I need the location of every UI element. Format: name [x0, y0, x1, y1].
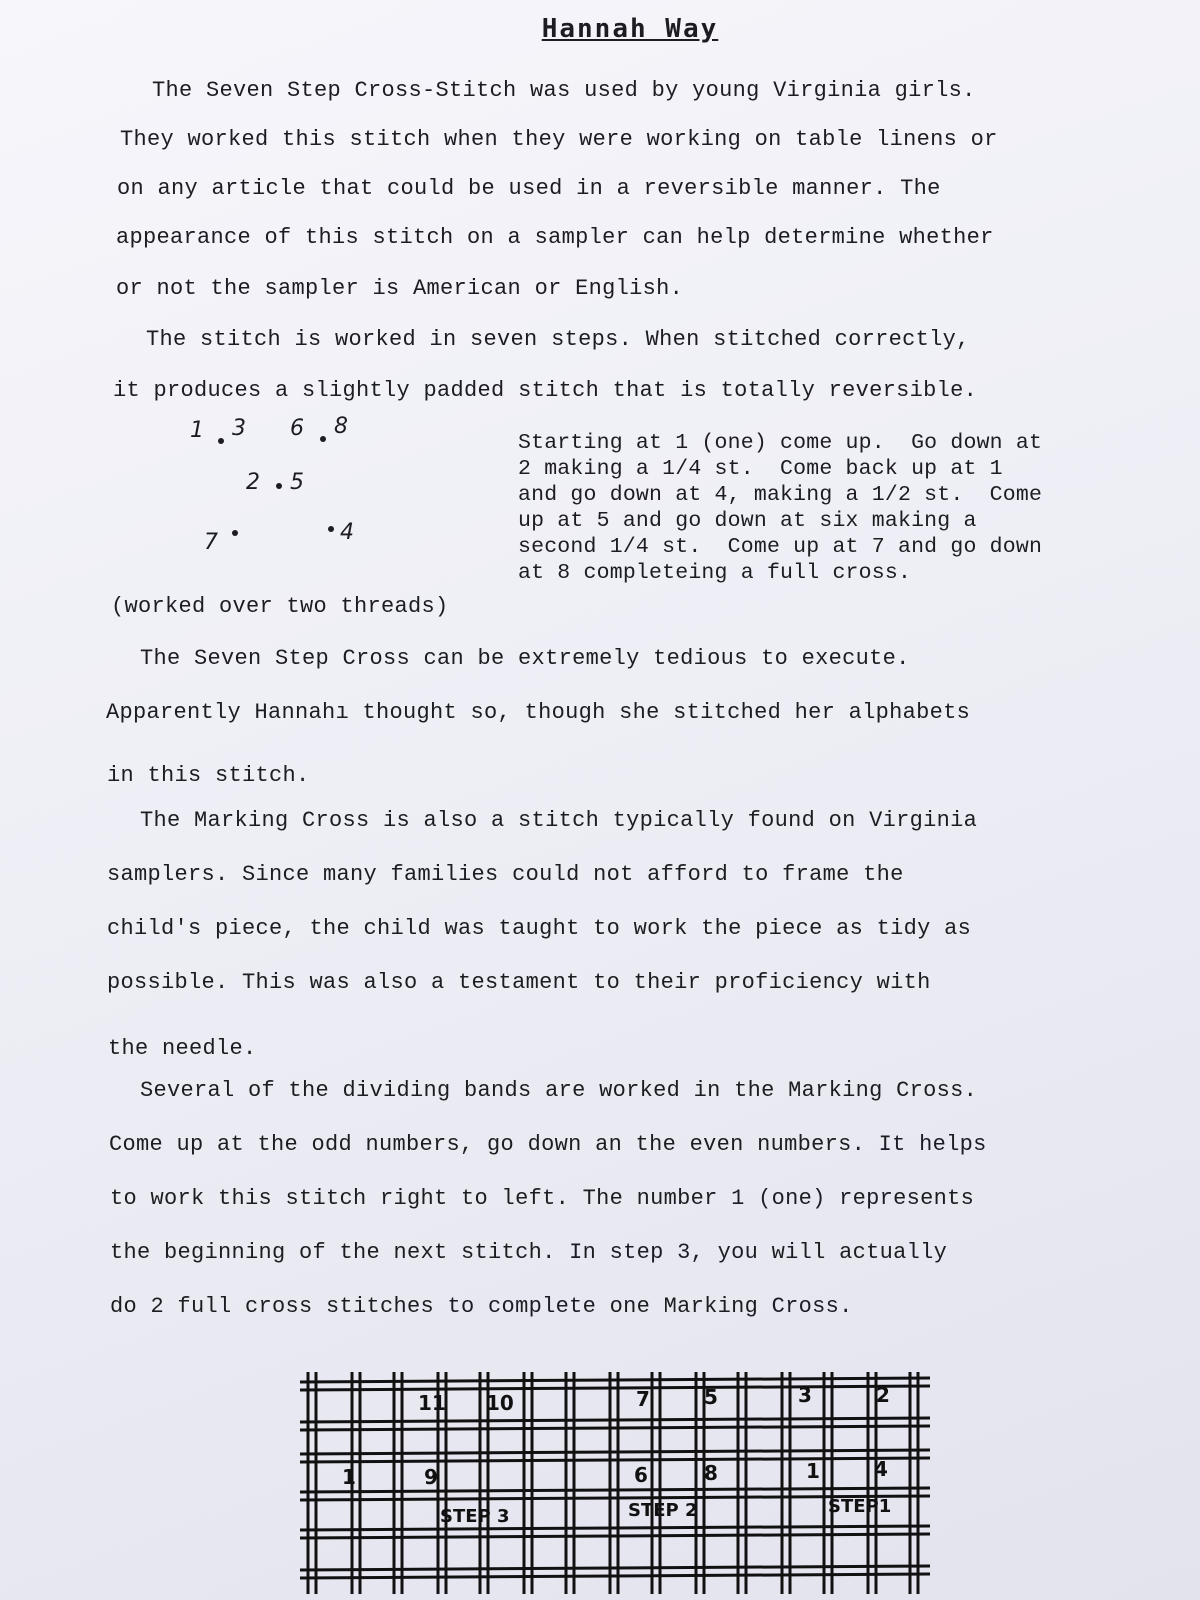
step-label: STEP 3 [440, 1506, 510, 1527]
marking-cross-grid [300, 1372, 950, 1597]
text-line: Several of the dividing bands are worked in the Marking Cross. [140, 1078, 978, 1103]
stitch-point [328, 526, 334, 532]
grid-threads [300, 1372, 930, 1594]
diagram-label: 7 [204, 530, 218, 555]
grid-label: 8 [704, 1461, 718, 1485]
diagram-label: 6 [290, 416, 304, 441]
diagram-label: 1 [190, 418, 204, 443]
stitch-point [232, 530, 238, 536]
text-line: child's piece, the child was taught to work the piece as tidy as [107, 916, 972, 941]
grid-label: 1 [806, 1459, 820, 1483]
diagram-label: 5 [290, 470, 304, 495]
grid-label: 4 [874, 1457, 888, 1481]
text-line: do 2 full cross stitches to complete one Marking Cross. [110, 1294, 853, 1319]
page-title: Hannah Way [541, 14, 719, 44]
text-line: They worked this stitch when they were working on table linens or [120, 127, 998, 152]
text-line: the beginning of the next stitch. In step 3, you will actually [110, 1240, 948, 1265]
text-line: appearance of this stitch on a sampler can help determine whether [116, 225, 994, 250]
stitch-point [320, 436, 326, 442]
text-line: The stitch is worked in seven steps. When stitched correctly, [146, 327, 970, 352]
diagram-label: 3 [232, 416, 246, 441]
stitch-point [276, 483, 282, 489]
grid-label: 9 [424, 1465, 438, 1489]
diagram-label: 2 [246, 470, 260, 495]
text-line: samplers. Since many families could not afford to frame the [107, 862, 904, 887]
text-line: to work this stitch right to left. The number 1 (one) represents [110, 1186, 975, 1211]
text-line: Come up at the odd numbers, go down an the even numbers. It helps [109, 1132, 987, 1157]
diagram-label: 4 [340, 520, 354, 545]
grid-label: 1 [342, 1465, 356, 1489]
diagram-caption: (worked over two threads) [111, 594, 449, 619]
text-line: it produces a slightly padded stitch that is totally reversible. [113, 378, 978, 403]
grid-label: 3 [798, 1383, 812, 1407]
grid-svg [300, 1372, 950, 1597]
text-line: Apparently Hannahı thought so, though she stitched her alphabets [106, 700, 971, 725]
stitch-point [218, 438, 224, 444]
grid-label: 11 [418, 1391, 446, 1415]
text-line: possible. This was also a testament to their proficiency with [107, 970, 931, 995]
grid-label: 6 [634, 1463, 648, 1487]
instructions-block: Starting at 1 (one) come up. Go down at 2 making a 1/4 st. Come back up at 1 and go down at 4, making a 1/2 st. Come up at 5 and go down at six making a second 1/4 st. Come up at 7 and go down at 8 completeing a full cross. [518, 431, 1043, 585]
text-line: The Marking Cross is also a stitch typically found on Virginia [140, 808, 978, 833]
text-line: the needle. [108, 1036, 257, 1061]
step-label: STEP 2 [628, 1500, 698, 1521]
diagram-label: 8 [334, 414, 348, 439]
step-label: STEP1 [828, 1496, 892, 1517]
text-line: The Seven Step Cross can be extremely tedious to execute. [140, 646, 910, 671]
text-line: on any article that could be used in a reversible manner. The [117, 176, 941, 201]
text-line: or not the sampler is American or English. [116, 276, 684, 301]
grid-label: 7 [636, 1387, 650, 1411]
grid-label: 5 [704, 1385, 718, 1409]
text-line: The Seven Step Cross-Stitch was used by young Virginia girls. [152, 78, 976, 103]
grid-label: 2 [876, 1383, 890, 1407]
grid-label: 10 [486, 1391, 514, 1415]
text-line: in this stitch. [107, 763, 310, 788]
